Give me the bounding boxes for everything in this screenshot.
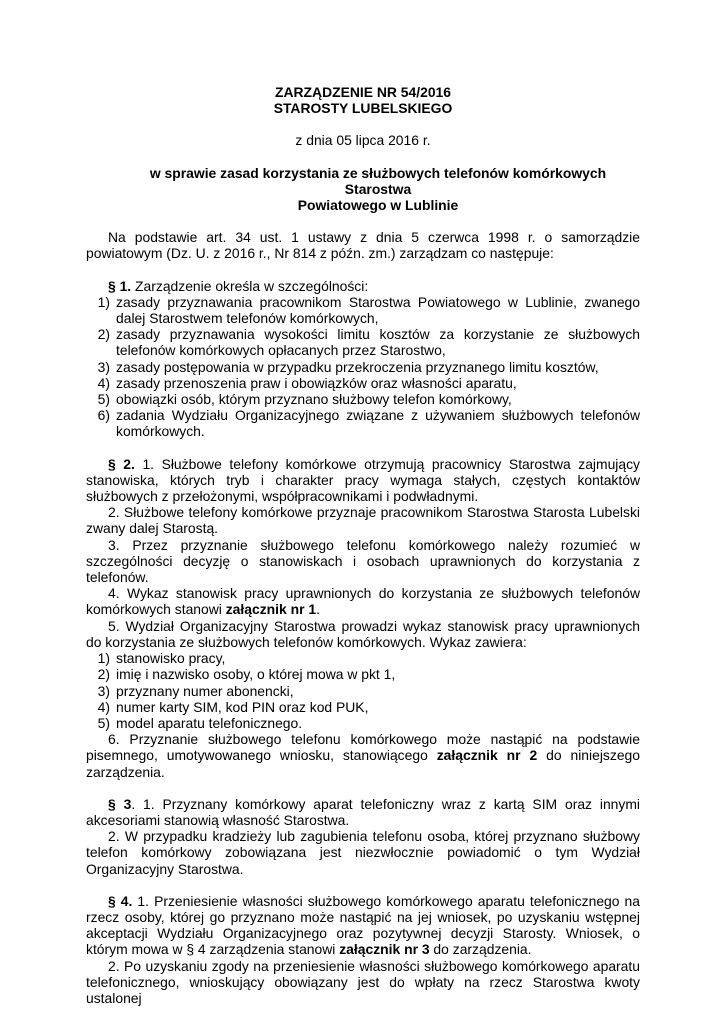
section-1-mark: § 1. <box>108 277 132 294</box>
section-1 <box>86 278 640 440</box>
document-subject <box>86 165 640 214</box>
section-2-para-4: 4. Wykaz stanowisk pracy uprawnionych do korzystania ze służbowych telefonów komórkowych stanowi załącznik nr 1. <box>86 585 640 618</box>
section-2-para-1: § 2. 1. Służbowe telefony komórkowe otrzymują pracownicy Starostwa zajmujący stanowiska, których tryb i charakter pracy wymaga stałych, częstych kontaktów służbowych z przełożonymi, współpracownikami i podwładnymi. <box>86 455 641 505</box>
list-item: 3) przyznany numer abonencki, <box>97 682 294 699</box>
list-item: 1) stanowisko pracy, <box>97 650 226 667</box>
section-4-para-2: 2. Po uzyskaniu zgody na przeniesienie własności służbowego komórkowego aparatu telefonicznego, wnioskujący obowiązany jest do wpłaty na rzecz Starostwa kwoty ustalonej <box>86 957 640 1006</box>
title-line-1: ZARZĄDZENIE NR 54/2016 <box>275 84 451 100</box>
section-2-para-6: 6. Przyznanie służbowego telefonu komórkowego może nastąpić na podstawie pisemnego, umotywowanego wniosku, stanowiącego załącznik nr 2 do niniejszego zarządzenia. <box>86 731 640 780</box>
list-item: 3) zasady postępowania w przypadku przekroczenia przyznanego limitu kosztów, <box>97 358 599 375</box>
list-item: 2) imię i nazwisko osoby, o której mowa w pkt 1, <box>97 666 396 683</box>
section-2-list <box>86 650 640 731</box>
list-item: 5) obowiązki osób, którym przyznano służbowy telefon komórkowy, <box>97 391 512 408</box>
section-2 <box>86 456 640 780</box>
document-page <box>86 84 640 1006</box>
section-4-mark: § 4. <box>108 892 133 909</box>
section-1-list <box>86 294 640 440</box>
section-3-para-2: 2. W przypadku kradzieży lub zagubienia telefonu osoba, której przyznano służbowy telefon komórkowy zobowiązana jest niezwłocznie powiadomić o tym Wydział Organizacyjny Starostwa. <box>86 828 640 877</box>
legal-basis: Na podstawie art. 34 ust. 1 ustawy z dnia 5 czerwca 1998 r. o samorządzie powiatowym (Dz. U. z 2016 r., Nr 814 z późn. zm.) zarządzam co następuje: <box>86 229 640 262</box>
section-4-para-1: § 4. 1. Przeniesienie własności służbowego komórkowego aparatu telefonicznego na rzecz osoby, której go przyznano może nastąpić na jej wniosek, po uzyskaniu wstępnej akceptacji Wydziału Organizacyjnego oraz pozytywnej decyzji Starosty. Wniosek, o którym mowa w § 4 zarządzenia stanowi załącznik nr 3 do zarządzenia. <box>86 892 641 958</box>
list-item: 1) zasady przyznawania pracownikom Starostwa Powiatowego w Lublinie, zwanego dalej Starostwem telefonów komórkowych, <box>97 293 640 327</box>
document-date: z dnia 05 lipca 2016 r. <box>295 132 431 149</box>
list-item: 5) model aparatu telefonicznego. <box>97 714 303 731</box>
subject-line-1: w sprawie zasad korzystania ze służbowych telefonów komórkowych Starostwa <box>149 164 607 197</box>
section-2-para-5: 5. Wydział Organizacyjny Starostwa prowadzi wykaz stanowisk pracy uprawnionych do korzystania ze służbowych telefonów komórkowych. Wykaz zawiera: <box>86 617 640 650</box>
section-4 <box>86 893 640 1006</box>
document-title <box>86 84 640 116</box>
section-1-text: Zarządzenie określa w szczególności: <box>135 277 369 294</box>
section-2-para-3: 3. Przez przyznanie służbowego telefonu komórkowego należy rozumieć w szczególności decyzję o stanowiskach i osobach uprawnionych do korzystania z telefonów. <box>86 536 640 586</box>
section-3-mark: § 3 <box>108 795 132 812</box>
list-item: 2) zasady przyznawania wysokości limitu kosztów za korzystanie ze służbowych telefonów komórkowych opłacanych przez Starostwo, <box>97 326 640 359</box>
section-2-mark: § 2. <box>108 455 135 472</box>
list-item: 4) zasady przenoszenia praw i obowiązków oraz własności aparatu, <box>97 374 517 391</box>
list-item: 4) numer karty SIM, kod PIN oraz kod PUK, <box>97 698 369 715</box>
section-3 <box>86 796 640 877</box>
title-line-2: STAROSTY LUBELSKIEGO <box>273 100 453 117</box>
section-2-para-2: 2. Służbowe telefony komórkowe przyznaje pracownikom Starostwa Starosta Lubelski zwany dalej Starostą. <box>86 504 640 537</box>
section-3-para-1: § 3. 1. Przyznany komórkowy aparat telefoniczny wraz z kartą SIM oraz innymi akcesoriami stanowią własność Starostwa. <box>86 795 641 828</box>
subject-line-2: Powiatowego w Lublinie <box>297 197 459 214</box>
list-item: 6) zadania Wydziału Organizacyjnego związane z używaniem służbowych telefonów komórkowych. <box>97 407 640 440</box>
